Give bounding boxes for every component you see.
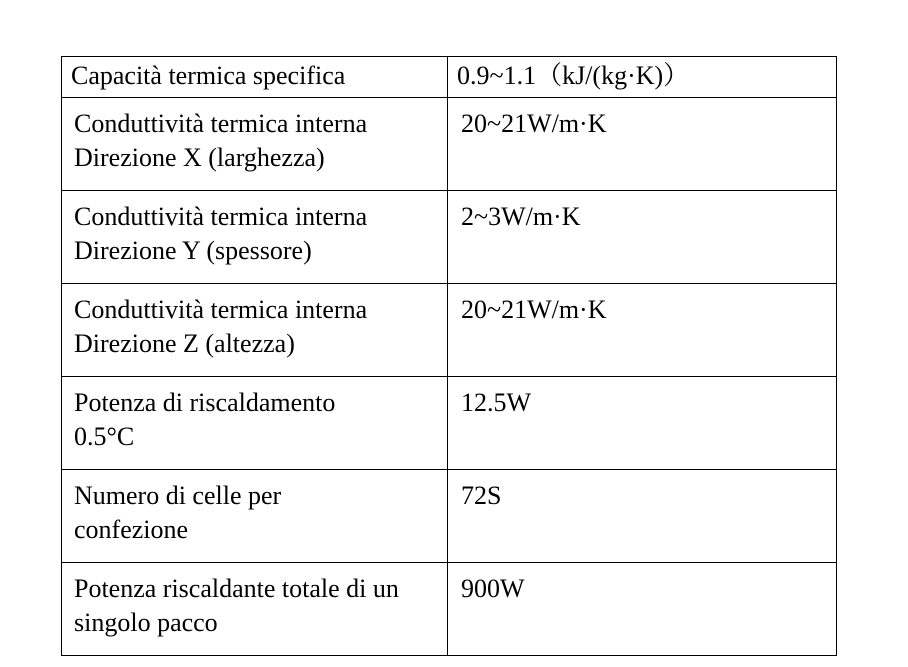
row-label-cell [62, 57, 448, 98]
table-row [62, 98, 837, 191]
table-row [62, 470, 837, 563]
row-label-cell [62, 563, 448, 656]
row-value-cell [448, 57, 837, 98]
row-label-cell [62, 284, 448, 377]
row-value: 20~21W/m·K [461, 109, 607, 138]
row-value: 2~3W/m·K [461, 202, 581, 231]
row-value-cell [448, 563, 837, 656]
row-label: Conduttività termica interna Direzione Z (altezza) [74, 295, 368, 358]
row-label-cell [62, 98, 448, 191]
row-value: 12.5W [461, 388, 532, 417]
row-value-cell [448, 191, 837, 284]
table-row [62, 563, 837, 656]
row-label: Conduttività termica interna Direzione Y (spessore) [74, 202, 368, 265]
row-label-cell [62, 377, 448, 470]
row-label: Numero di celle per confezione [74, 481, 282, 544]
row-label: Potenza riscaldante totale di un singolo pacco [74, 574, 399, 637]
row-label: Potenza di riscaldamento 0.5°C [74, 388, 336, 451]
row-value: 0.9~1.1（kJ/(kg·K)） [457, 61, 690, 90]
row-value-cell [448, 98, 837, 191]
spec-table [61, 56, 837, 656]
row-value-cell [448, 284, 837, 377]
table-row [62, 284, 837, 377]
row-value: 72S [461, 481, 502, 510]
table-row [62, 377, 837, 470]
row-value: 20~21W/m·K [461, 295, 607, 324]
row-value: 900W [461, 574, 525, 603]
row-label-cell [62, 470, 448, 563]
row-label: Conduttività termica interna Direzione X (larghezza) [74, 109, 368, 172]
table-row [62, 191, 837, 284]
row-value-cell [448, 377, 837, 470]
row-value-cell [448, 470, 837, 563]
row-label: Capacità termica specifica [71, 61, 346, 90]
row-label-cell [62, 191, 448, 284]
table-row [62, 57, 837, 98]
